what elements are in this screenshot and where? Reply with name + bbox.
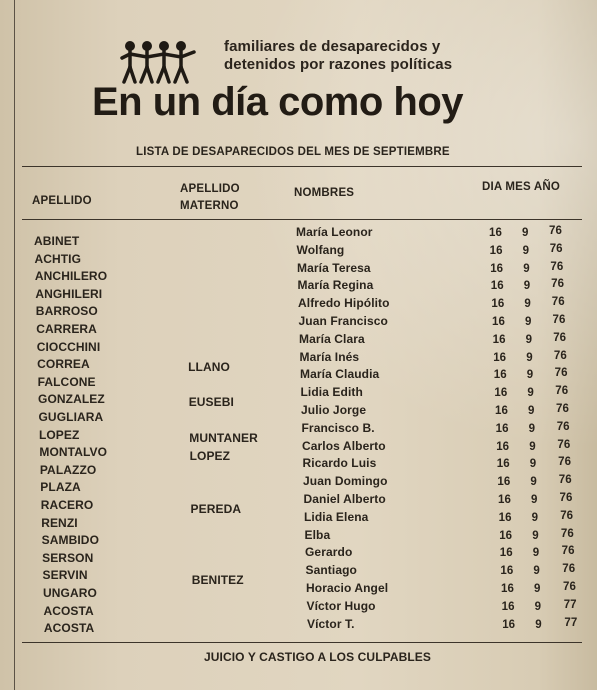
- rule-bottom: [22, 642, 582, 643]
- cell-dia: 16: [496, 458, 510, 471]
- cell-dia: 16: [499, 529, 513, 542]
- col-header-nombres: NOMBRES: [294, 187, 355, 199]
- cell-apellido: RACERO: [40, 498, 94, 512]
- cell-materno: PEREDA: [190, 502, 242, 516]
- cell-apellido: SAMBIDO: [41, 533, 100, 548]
- cell-mes: 9: [533, 565, 540, 578]
- cell-apellido: CIOCCHINI: [36, 339, 101, 354]
- cell-dia: 16: [489, 227, 502, 239]
- cell-materno: LOPEZ: [189, 448, 231, 463]
- col-header-materno-line2: MATERNO: [180, 200, 239, 212]
- cell-anio: 76: [557, 438, 571, 451]
- cell-apellido: PALAZZO: [39, 462, 97, 477]
- cell-nombres: Lidia Elena: [304, 509, 369, 524]
- cell-dia: 16: [495, 422, 509, 435]
- cell-nombres: Julio Jorge: [301, 403, 367, 417]
- cell-materno: EUSEBI: [188, 395, 234, 410]
- cell-nombres: Francisco B.: [301, 420, 375, 435]
- cell-mes: 9: [525, 333, 533, 346]
- people-chain-logo-icon: [120, 40, 200, 84]
- cell-mes: 9: [523, 262, 530, 275]
- cell-anio: 76: [551, 296, 565, 309]
- cell-nombres: Víctor T.: [307, 616, 355, 631]
- cell-nombres: Santiago: [305, 563, 357, 578]
- cell-mes: 9: [532, 529, 539, 542]
- cell-dia: 16: [492, 316, 505, 328]
- cell-dia: 16: [498, 511, 512, 524]
- col-header-apellido: APELLIDO: [32, 195, 92, 207]
- cell-mes: 9: [534, 600, 542, 613]
- cell-mes: 9: [527, 387, 534, 400]
- list-title: LISTA DE DESAPARECIDOS DEL MES DE SEPTIEMBRE: [136, 146, 450, 158]
- cell-apellido: ACHTIG: [34, 251, 82, 266]
- cell-apellido: PLAZA: [40, 480, 81, 495]
- cell-apellido: CORREA: [37, 357, 90, 372]
- cell-mes: 9: [528, 405, 535, 417]
- cell-apellido: ANCHILERO: [34, 269, 108, 284]
- organization-name-line2: detenidos por razones políticas: [224, 56, 453, 73]
- cell-nombres: María Claudia: [300, 367, 380, 382]
- col-header-fecha: DIA MES AÑO: [482, 181, 561, 193]
- cell-apellido: GUGLIARA: [38, 410, 104, 424]
- cell-mes: 9: [526, 351, 533, 364]
- cell-apellido: BARROSO: [35, 304, 98, 319]
- cell-materno: LLANO: [188, 359, 230, 374]
- cell-dia: 16: [497, 476, 511, 489]
- cell-nombres: Alfredo Hipólito: [298, 296, 390, 311]
- cell-dia: 16: [501, 583, 514, 595]
- cell-mes: 9: [529, 458, 537, 471]
- cell-anio: 76: [562, 563, 576, 576]
- cell-anio: 76: [549, 242, 563, 255]
- cell-nombres: Horacio Angel: [306, 581, 389, 595]
- cell-anio: 76: [556, 403, 569, 415]
- cell-mes: 9: [529, 440, 536, 453]
- cell-mes: 9: [523, 280, 531, 293]
- cell-dia: 16: [493, 369, 507, 382]
- cell-dia: 16: [496, 440, 510, 453]
- cell-apellido: MONTALVO: [39, 445, 108, 460]
- cell-nombres: María Regina: [297, 278, 374, 293]
- cell-anio: 76: [563, 581, 576, 593]
- cell-apellido: SERSON: [42, 550, 94, 565]
- cell-mes: 9: [526, 369, 534, 382]
- cell-dia: 16: [489, 244, 503, 257]
- cell-dia: 16: [490, 262, 504, 275]
- cell-apellido: SERVIN: [42, 568, 88, 583]
- cell-nombres: Wolfang: [296, 242, 345, 257]
- cell-apellido: UNGARO: [43, 586, 97, 600]
- headline: En un día como hoy: [92, 80, 464, 124]
- cell-anio: 76: [560, 527, 574, 540]
- cell-apellido: ACOSTA: [43, 621, 95, 636]
- cell-nombres: Víctor Hugo: [306, 598, 376, 613]
- cell-anio: 76: [553, 349, 567, 362]
- cell-anio: 76: [561, 545, 575, 558]
- cell-anio: 76: [560, 509, 574, 522]
- cell-mes: 9: [535, 618, 542, 631]
- cell-nombres: María Teresa: [297, 260, 371, 275]
- cell-nombres: Gerardo: [305, 545, 353, 560]
- cell-materno: MUNTANER: [189, 430, 258, 445]
- cell-anio: 76: [550, 260, 564, 273]
- cell-anio: 76: [551, 278, 565, 291]
- col-header-materno-line1: APELLIDO: [180, 183, 240, 195]
- cell-nombres: Juan Francisco: [298, 314, 388, 328]
- cell-mes: 9: [532, 547, 540, 560]
- cell-anio: 77: [564, 616, 578, 629]
- cell-mes: 9: [522, 244, 530, 257]
- cell-dia: 16: [495, 405, 508, 417]
- cell-anio: 76: [558, 456, 572, 469]
- cell-mes: 9: [528, 422, 536, 435]
- cell-anio: 76: [559, 492, 573, 504]
- cell-apellido: ABINET: [34, 234, 80, 248]
- cell-nombres: Ricardo Luis: [302, 456, 377, 471]
- cell-mes: 9: [522, 227, 529, 239]
- cell-mes: 9: [525, 316, 532, 328]
- cell-dia: 16: [490, 280, 504, 293]
- cell-nombres: Juan Domingo: [303, 474, 388, 489]
- cell-apellido: CARRERA: [36, 322, 97, 336]
- cell-dia: 16: [500, 565, 514, 578]
- cell-mes: 9: [531, 511, 539, 524]
- cell-dia: 16: [501, 600, 515, 613]
- cell-apellido: FALCONE: [37, 374, 96, 389]
- cell-apellido: ANGHILERI: [35, 286, 103, 301]
- cell-dia: 16: [499, 547, 513, 560]
- cell-mes: 9: [534, 583, 541, 595]
- cell-anio: 76: [558, 474, 572, 487]
- cell-nombres: Lidia Edith: [300, 385, 363, 400]
- cell-mes: 9: [524, 298, 531, 311]
- cell-nombres: María Clara: [299, 331, 365, 346]
- cell-dia: 16: [494, 387, 508, 400]
- cell-dia: 16: [502, 618, 516, 631]
- cell-anio: 76: [552, 314, 566, 326]
- footer-slogan: JUICIO Y CASTIGO A LOS CULPABLES: [204, 650, 432, 664]
- cell-apellido: ACOSTA: [43, 603, 94, 618]
- cell-mes: 9: [530, 476, 537, 489]
- cell-dia: 16: [498, 494, 511, 506]
- rule-header: [22, 219, 582, 220]
- cell-anio: 76: [555, 385, 569, 398]
- cell-apellido: GONZALEZ: [38, 392, 105, 407]
- cell-dia: 16: [492, 333, 506, 346]
- cell-materno: BENITEZ: [191, 573, 244, 588]
- cell-dia: 16: [491, 298, 505, 311]
- cell-apellido: LOPEZ: [38, 427, 80, 442]
- cell-mes: 9: [531, 494, 538, 506]
- cell-dia: 16: [493, 351, 507, 364]
- organization-name-line1: familiares de desaparecidos y: [224, 38, 441, 55]
- cell-nombres: María Leonor: [296, 225, 373, 239]
- cell-nombres: María Inés: [299, 349, 360, 364]
- cell-nombres: Elba: [304, 527, 331, 542]
- cell-anio: 76: [556, 420, 570, 433]
- cell-nombres: Carlos Alberto: [302, 438, 386, 453]
- cell-anio: 76: [553, 331, 567, 344]
- cell-anio: 77: [563, 598, 577, 611]
- cell-anio: 76: [554, 367, 568, 380]
- cell-anio: 76: [549, 225, 562, 237]
- cell-apellido: RENZI: [41, 515, 78, 530]
- cell-nombres: Daniel Alberto: [303, 492, 386, 506]
- rule-top: [22, 166, 582, 167]
